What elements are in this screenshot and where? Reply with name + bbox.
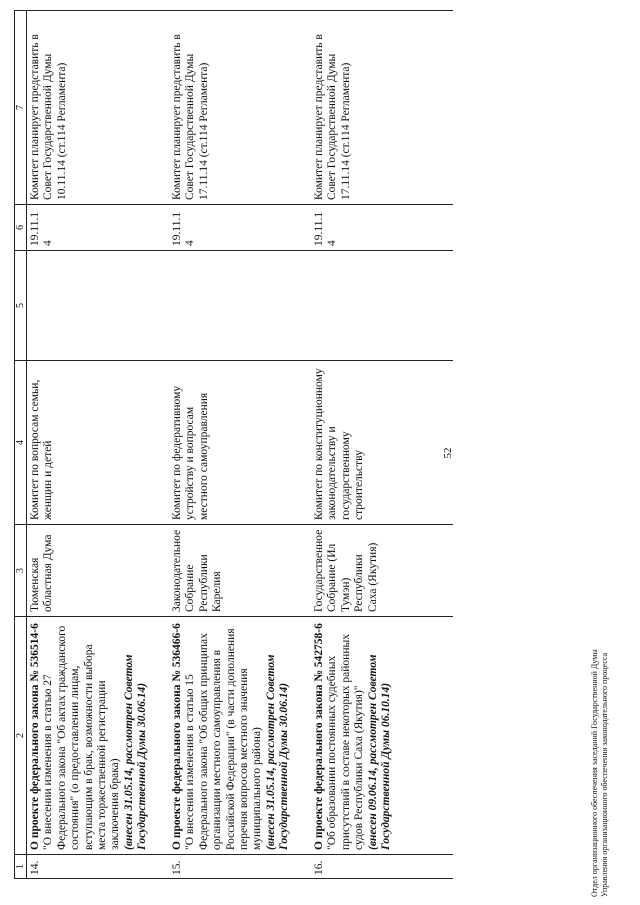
plan-cell: Комитет планирует представить в Совет Государственной Думы 17.11.14 (ст.114 Регламента)	[311, 11, 453, 205]
table-row	[27, 11, 170, 879]
footer	[590, 497, 610, 897]
committee-cell: Комитет по вопросам семьи, женщин и детей	[27, 361, 170, 525]
row-number: 14.	[27, 855, 170, 879]
bill-title: О проекте федерального закона № 536514-6	[29, 623, 41, 850]
date-cell: 19.11.14	[169, 205, 311, 251]
committee-cell: Комитет по федеративному устройству и вопросам местного самоуправления	[169, 361, 311, 525]
bill-note: (внесен 09.06.14, рассмотрен Советом Государственной Думы 06.10.14)	[366, 654, 393, 850]
initiator-cell: Государственное Собрание (Ил Тумэн) Республики Саха (Якутия)	[311, 525, 453, 617]
bill-description: "О внесении изменения в статью 27 Федерального закона "Об актах гражданского состояния" (о предоставлении лицам, вступающим в брак, возможности выбора места торжественной регистрации заключения брака)	[42, 625, 122, 850]
date-cell: 19.11.14	[311, 205, 453, 251]
footer-line: Отдел организационного обеспечения заседаний Государственной Думы	[590, 649, 599, 897]
column-header: 3	[15, 525, 27, 617]
column-header: 5	[15, 251, 27, 361]
legislation-table	[14, 10, 453, 879]
column-header: 7	[15, 11, 27, 205]
plan-cell: Комитет планирует представить в Совет Государственной Думы 10.11.14 (ст.114 Регламента)	[27, 11, 170, 205]
bill-description: "О внесении изменения в статью 15 Федерального закона "Об общих принципах организации местного самоуправления в Российской Федерации" (в части дополнения перечня вопросов местного значения муниципального района)	[184, 628, 264, 850]
bill-cell	[169, 617, 311, 855]
table-row	[169, 11, 311, 879]
bill-title: О проекте федерального закона № 542758-6	[313, 623, 325, 850]
bill-description: "Об образовании постоянных судебных присутствий в составе некоторых районных судов Республики Саха (Якутия)"	[326, 634, 366, 850]
page-number: 52	[442, 447, 454, 459]
initiator-cell: Тюменская областная Дума	[27, 525, 170, 617]
footer-line: Управления организационного обеспечения законодательного процесса	[600, 652, 609, 897]
table-row	[311, 11, 453, 879]
column-number-row	[15, 11, 27, 879]
date-cell: 19.11.14	[27, 205, 170, 251]
empty-cell	[27, 251, 170, 361]
column-header: 2	[15, 617, 27, 855]
bill-cell	[27, 617, 170, 855]
empty-cell	[169, 251, 311, 361]
row-number: 15.	[169, 855, 311, 879]
bill-note: (внесен 31.05.14, рассмотрен Советом Государственной Думы 30.06.14)	[264, 654, 291, 850]
empty-cell	[311, 251, 453, 361]
bill-cell	[311, 617, 453, 855]
column-header: 4	[15, 361, 27, 525]
column-header: 1	[15, 855, 27, 879]
plan-cell: Комитет планирует представить в Совет Государственной Думы 17.11.14 (ст.114 Регламента)	[169, 11, 311, 205]
initiator-cell: Законодательное Собрание Республики Карелия	[169, 525, 311, 617]
column-header: 6	[15, 205, 27, 251]
bill-title: О проекте федерального закона № 536466-6	[171, 623, 183, 850]
row-number: 16.	[311, 855, 453, 879]
committee-cell: Комитет по конституционному законодательству и государственному строительству	[311, 361, 453, 525]
bill-note: (внесен 31.05.14, рассмотрен Советом Государственной Думы 30.06.14)	[122, 654, 149, 850]
